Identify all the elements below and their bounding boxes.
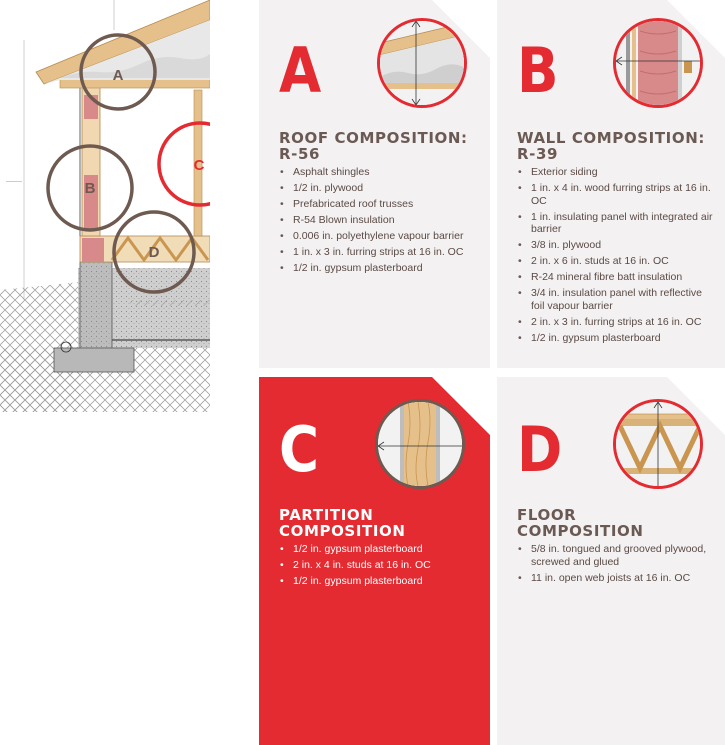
callout-label-b: B [84, 180, 96, 197]
card-heading [279, 507, 484, 539]
card-heading [517, 130, 722, 162]
foundation-texture [80, 262, 112, 352]
layer-item: • 1/2 in. gypsum plasterboard [517, 332, 717, 345]
drawing-note: ———— [6, 178, 22, 183]
heading-line-2: R-39 [517, 145, 559, 163]
layer-item: • 1/2 in. gypsum plasterboard [279, 575, 479, 588]
layer-item: • Prefabricated roof trusses [279, 198, 479, 211]
layer-list [517, 166, 717, 348]
card-letter: D [517, 413, 563, 486]
heading-line-1: FLOOR [517, 506, 577, 524]
layer-item: • 5/8 in. tongued and grooved plywood, screwed and glued [517, 543, 717, 568]
layer-item: • 1/2 in. gypsum plasterboard [279, 262, 479, 275]
partition-detail-image [375, 399, 465, 489]
layer-item: • 2 in. x 4 in. studs at 16 in. OC [279, 559, 479, 572]
roof-detail-svg [380, 21, 464, 105]
heading-line-2: R-56 [279, 145, 321, 163]
layer-item: • 1 in. insulating panel with integrated air barrier [517, 211, 717, 236]
card-wall [497, 0, 725, 368]
card-heading [279, 130, 484, 162]
partition-detail-svg [378, 402, 462, 486]
card-partition [259, 377, 490, 745]
wall-detail-svg [616, 21, 700, 105]
rim-insulation [82, 238, 104, 262]
layer-item: • 1/2 in. gypsum plasterboard [279, 543, 479, 556]
layer-item: • 11 in. open web joists at 16 in. OC [517, 572, 717, 585]
heading-line-1: PARTITION [279, 506, 374, 524]
card-heading [517, 507, 722, 539]
card-floor [497, 377, 725, 745]
callout-label-c: C [193, 157, 205, 174]
layer-list [517, 543, 717, 588]
heading-line-1: ROOF COMPOSITION: [279, 129, 468, 147]
layer-item: • 0.006 in. polyethylene vapour barrier [279, 230, 479, 243]
layer-item: • Exterior siding [517, 166, 717, 179]
floor-detail-svg [616, 402, 700, 486]
callout-label-d: D [148, 244, 160, 261]
slab-insulation [130, 300, 210, 306]
layer-item: • 2 in. x 3 in. furring strips at 16 in. OC [517, 316, 717, 329]
layer-item: • 3/8 in. plywood [517, 239, 717, 252]
heading-line-1: WALL COMPOSITION: [517, 129, 705, 147]
layer-item: • 1/2 in. plywood [279, 182, 479, 195]
layer-item: • R-24 mineral fibre batt insulation [517, 271, 717, 284]
heading-line-2: COMPOSITION [517, 522, 644, 540]
heading-line-2: COMPOSITION [279, 522, 406, 540]
roof-detail-image [377, 18, 467, 108]
card-letter: C [279, 413, 320, 486]
layer-item: • R-54 Blown insulation [279, 214, 479, 227]
section-drawing [0, 0, 210, 412]
card-letter: A [279, 34, 322, 107]
floor-detail-image [613, 399, 703, 489]
layer-item: • 2 in. x 6 in. studs at 16 in. OC [517, 255, 717, 268]
card-letter: B [517, 34, 559, 107]
layer-item: • 1 in. x 3 in. furring strips at 16 in. OC [279, 246, 479, 259]
layer-item: • 3/4 in. insulation panel with reflective foil vapour barrier [517, 287, 717, 312]
layer-item: • 1 in. x 4 in. wood furring strips at 16 in. OC [517, 182, 717, 207]
layer-list [279, 166, 479, 278]
layer-list [279, 543, 479, 591]
layer-item: • Asphalt shingles [279, 166, 479, 179]
wall-detail-image [613, 18, 703, 108]
callout-label-a: A [112, 67, 124, 84]
card-roof [259, 0, 490, 368]
section-drawing-svg [0, 0, 210, 412]
